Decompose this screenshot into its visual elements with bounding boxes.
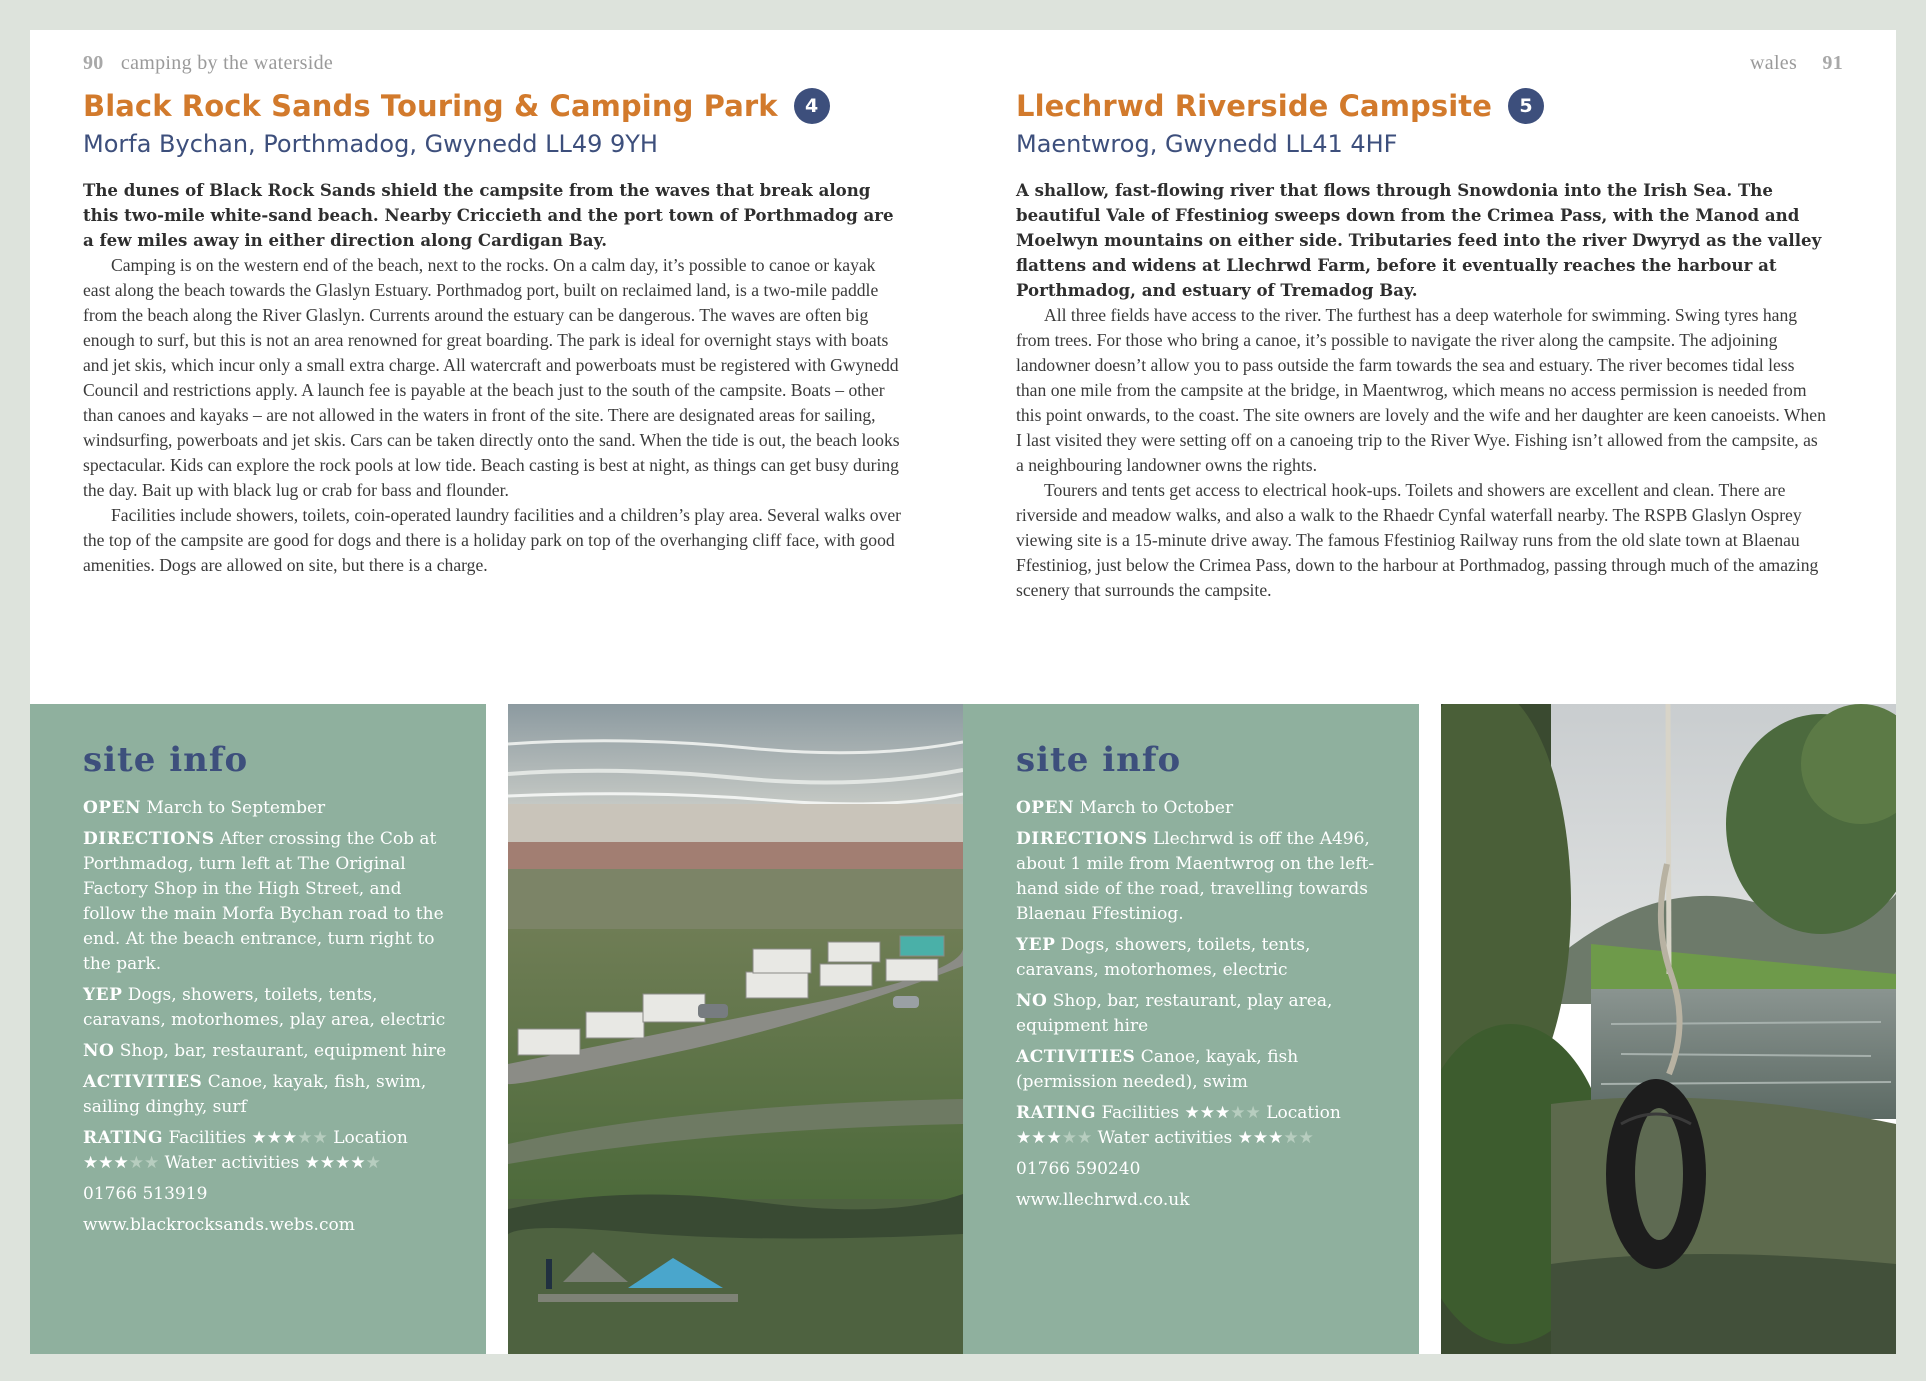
star-icon: ★ — [1283, 1128, 1299, 1148]
star-icon: ★ — [1230, 1103, 1246, 1123]
star-icon: ★ — [282, 1128, 298, 1148]
star-icon: ★ — [1184, 1103, 1200, 1123]
lead-paragraph: The dunes of Black Rock Sands shield the campsite from the waves that break along this two-mile white-sand beach. Nearby Criccieth and the port town of Porthmadog are a few miles away in either direction along Cardigan Bay. — [83, 180, 894, 250]
no-value: Shop, bar, restaurant, play area, equipment hire — [1016, 991, 1333, 1036]
rating-label: RATING — [1016, 1103, 1097, 1123]
star-icon: ★ — [304, 1153, 320, 1173]
star-icon: ★ — [350, 1153, 366, 1173]
info-phone: 01766 513919 — [83, 1184, 208, 1204]
star-icon: ★ — [1252, 1128, 1269, 1148]
water-stars — [1238, 1128, 1314, 1148]
location-stars — [1016, 1128, 1092, 1148]
directions-label: DIRECTIONS — [1016, 829, 1148, 849]
page-number: 91 — [1822, 52, 1843, 74]
yep-value: Dogs, showers, toilets, tents, caravans, motorhomes, electric — [1016, 935, 1311, 980]
info-rating — [83, 1126, 453, 1176]
campsite-number-badge: 5 — [1508, 88, 1544, 124]
article-body — [1016, 178, 1828, 603]
star-icon: ★ — [1215, 1103, 1231, 1123]
open-label: OPEN — [1016, 798, 1075, 818]
campsite-title — [83, 88, 830, 124]
book-spread — [30, 30, 1896, 1354]
facilities-stars — [1185, 1103, 1261, 1123]
yep-value: Dogs, showers, toilets, tents, caravans, motorhomes, play area, electric — [83, 985, 446, 1030]
info-phone: 01766 590240 — [1016, 1159, 1141, 1179]
site-info-list — [1016, 796, 1386, 1219]
star-icon: ★ — [1245, 1103, 1261, 1123]
water-stars — [305, 1153, 381, 1173]
star-icon: ★ — [365, 1153, 381, 1173]
site-info-list — [83, 796, 453, 1244]
star-icon: ★ — [1016, 1128, 1032, 1148]
star-icon: ★ — [1046, 1128, 1062, 1148]
info-open — [83, 796, 453, 821]
activities-label: ACTIVITIES — [83, 1072, 203, 1092]
star-icon: ★ — [1031, 1128, 1047, 1148]
star-icon: ★ — [1199, 1103, 1216, 1123]
water-label: Water activities — [164, 1153, 300, 1173]
site-info-panel — [963, 704, 1419, 1354]
info-open — [1016, 796, 1386, 821]
star-icon: ★ — [1298, 1128, 1314, 1148]
activities-value: Canoe, kayak, fish (permission needed), swim — [1016, 1047, 1299, 1092]
info-activities — [1016, 1045, 1386, 1095]
star-icon: ★ — [98, 1153, 114, 1173]
campsite-title-text: Black Rock Sands Touring & Camping Park — [83, 89, 778, 123]
river-tyre-swing-photo — [1441, 704, 1896, 1354]
location-label: Location — [1266, 1103, 1341, 1123]
lead-paragraph: A shallow, fast-flowing river that flows through Snowdonia into the Irish Sea. The beautiful Vale of Ffestiniog sweeps down from the Crimea Pass, with the Manod and Moelwyn mountains on either side. Tributaries feed into the river Dwyryd as the valley flattens and widens at Llechrwd Farm, before it eventually reaches the harbour at Porthmadog, and estuary of Tremadog Bay. — [1016, 180, 1822, 300]
water-label: Water activities — [1097, 1128, 1233, 1148]
campsite-title-text: Llechrwd Riverside Campsite — [1016, 89, 1493, 123]
open-label: OPEN — [83, 798, 142, 818]
star-icon: ★ — [144, 1153, 160, 1173]
star-icon: ★ — [251, 1128, 267, 1148]
beach-campsite-illustration — [508, 704, 963, 1354]
star-icon: ★ — [1237, 1128, 1253, 1148]
campsite-number-badge: 4 — [794, 88, 830, 124]
right-page — [963, 30, 1896, 1354]
page-number: 90 — [83, 52, 104, 74]
info-activities — [83, 1070, 453, 1120]
info-yep — [1016, 933, 1386, 983]
running-head-right — [1750, 52, 1843, 75]
running-head-left — [83, 52, 333, 75]
campsite-address: Morfa Bychan, Porthmadog, Gwynedd LL49 9YH — [83, 130, 658, 158]
star-icon: ★ — [1268, 1128, 1284, 1148]
facilities-stars — [252, 1128, 328, 1148]
info-website-link[interactable]: www.blackrocksands.webs.com — [83, 1215, 355, 1235]
no-value: Shop, bar, restaurant, equipment hire — [119, 1041, 447, 1061]
no-label: NO — [83, 1041, 115, 1061]
campsite-title — [1016, 88, 1544, 124]
body-paragraph: Camping is on the western end of the beach, next to the rocks. On a calm day, it’s possible to canoe or kayak east along the beach towards the Glaslyn Estuary. Porthmadog port, built on reclaimed land, is a two-mile paddle from the beach along the River Glaslyn. Currents around the estuary can be dangerous. The waves are often big enough to surf, but this is not an area renowned for great boarding. The park is ideal for overnight stays with boats and jet skis, which incur only a small extra charge. All watercraft and powerboats must be registered with Gwynedd Council and restrictions apply. A launch fee is payable at the beach just to the south of the campsite. Boats – other than canoes and kayaks – are not allowed in the waters in front of the site. There are designated areas for sailing, windsurfing, powerboats and jet skis. Cars can be taken directly onto the sand. When the tide is out, the beach looks spectacular. Kids can explore the rock pools at low tide. Beach casting is best at night, as things can get busy during the day. Bait up with black lug or crab for bass and flounder. — [83, 255, 900, 500]
river-swing-illustration — [1441, 704, 1896, 1354]
body-paragraph: All three fields have access to the river. The furthest has a deep waterhole for swimming. Swing tyres hang from trees. For those who bring a canoe, it’s possible to navigate the river along the campsite. The adjoining landowner doesn’t allow you to pass outside the farm towards the sea and estuary. The river becomes tidal less than one mile from the campsite at the bridge, in Maentwrog, which means no access permission is needed from this point onwards, to the coast. The site owners are lovely and the wife and her daughter are keen canoeists. When I last visited they were setting off on a canoeing trip to the River Wye. Fishing isn’t allowed from the campsite, as a neighbouring landowner owns the rights. — [1016, 305, 1826, 475]
star-icon: ★ — [319, 1153, 336, 1173]
star-icon: ★ — [312, 1128, 328, 1148]
site-info-heading: site info — [1016, 740, 1182, 780]
site-info-heading: site info — [83, 740, 249, 780]
location-stars — [83, 1153, 159, 1173]
star-icon: ★ — [335, 1153, 351, 1173]
directions-label: DIRECTIONS — [83, 829, 215, 849]
body-paragraph: Facilities include showers, toilets, coin-operated laundry facilities and a children’s play area. Several walks over the top of the campsite are good for dogs and there is a holiday park on top of the overhanging cliff face, with good amenities. Dogs are allowed on site, but there is a charge. — [83, 505, 901, 575]
info-yep — [83, 983, 453, 1033]
info-directions — [1016, 827, 1386, 927]
section-title: camping by the waterside — [120, 52, 334, 74]
left-page — [30, 30, 963, 1354]
star-icon: ★ — [1077, 1128, 1093, 1148]
info-website-link[interactable]: www.llechrwd.co.uk — [1016, 1190, 1190, 1210]
info-rating — [1016, 1101, 1386, 1151]
star-icon: ★ — [266, 1128, 283, 1148]
facilities-label: Facilities — [1101, 1103, 1180, 1123]
location-label: Location — [333, 1128, 408, 1148]
yep-label: YEP — [83, 985, 123, 1005]
star-icon: ★ — [128, 1153, 144, 1173]
info-directions — [83, 827, 453, 977]
directions-value: After crossing the Cob at Porthmadog, turn left at The Original Factory Shop in the High Street, and follow the main Morfa Bychan road to the end. At the beach entrance, turn right to the park. — [83, 829, 444, 974]
no-label: NO — [1016, 991, 1048, 1011]
activities-label: ACTIVITIES — [1016, 1047, 1136, 1067]
section-title: wales — [1750, 52, 1798, 74]
info-no — [83, 1039, 453, 1064]
activities-value: Canoe, kayak, fish, swim, sailing dinghy, surf — [83, 1072, 427, 1117]
star-icon: ★ — [113, 1153, 129, 1173]
open-value: March to September — [146, 798, 326, 818]
star-icon: ★ — [83, 1153, 99, 1173]
facilities-label: Facilities — [168, 1128, 247, 1148]
info-no — [1016, 989, 1386, 1039]
open-value: March to October — [1079, 798, 1234, 818]
rating-label: RATING — [83, 1128, 164, 1148]
star-icon: ★ — [1061, 1128, 1077, 1148]
campsite-address: Maentwrog, Gwynedd LL41 4HF — [1016, 130, 1398, 158]
beach-campsite-photo — [508, 704, 963, 1354]
yep-label: YEP — [1016, 935, 1056, 955]
directions-value: Llechrwd is off the A496, about 1 mile from Maentwrog on the left-hand side of the road, travelling towards Blaenau Ffestiniog. — [1016, 829, 1375, 924]
star-icon: ★ — [297, 1128, 313, 1148]
body-paragraph: Tourers and tents get access to electrical hook-ups. Toilets and showers are excellent and clean. There are riverside and meadow walks, and also a walk to the Rhaedr Cynfal waterfall nearby. The RSPB Glaslyn Osprey viewing site is a 15-minute drive away. The famous Ffestiniog Railway runs from the old slate town at Blaenau Ffestiniog, just below the Crimea Pass, down to the harbour at Porthmadog, passing through much of the amazing scenery that surrounds the campsite. — [1016, 480, 1819, 600]
article-body — [83, 178, 901, 578]
site-info-panel — [30, 704, 486, 1354]
